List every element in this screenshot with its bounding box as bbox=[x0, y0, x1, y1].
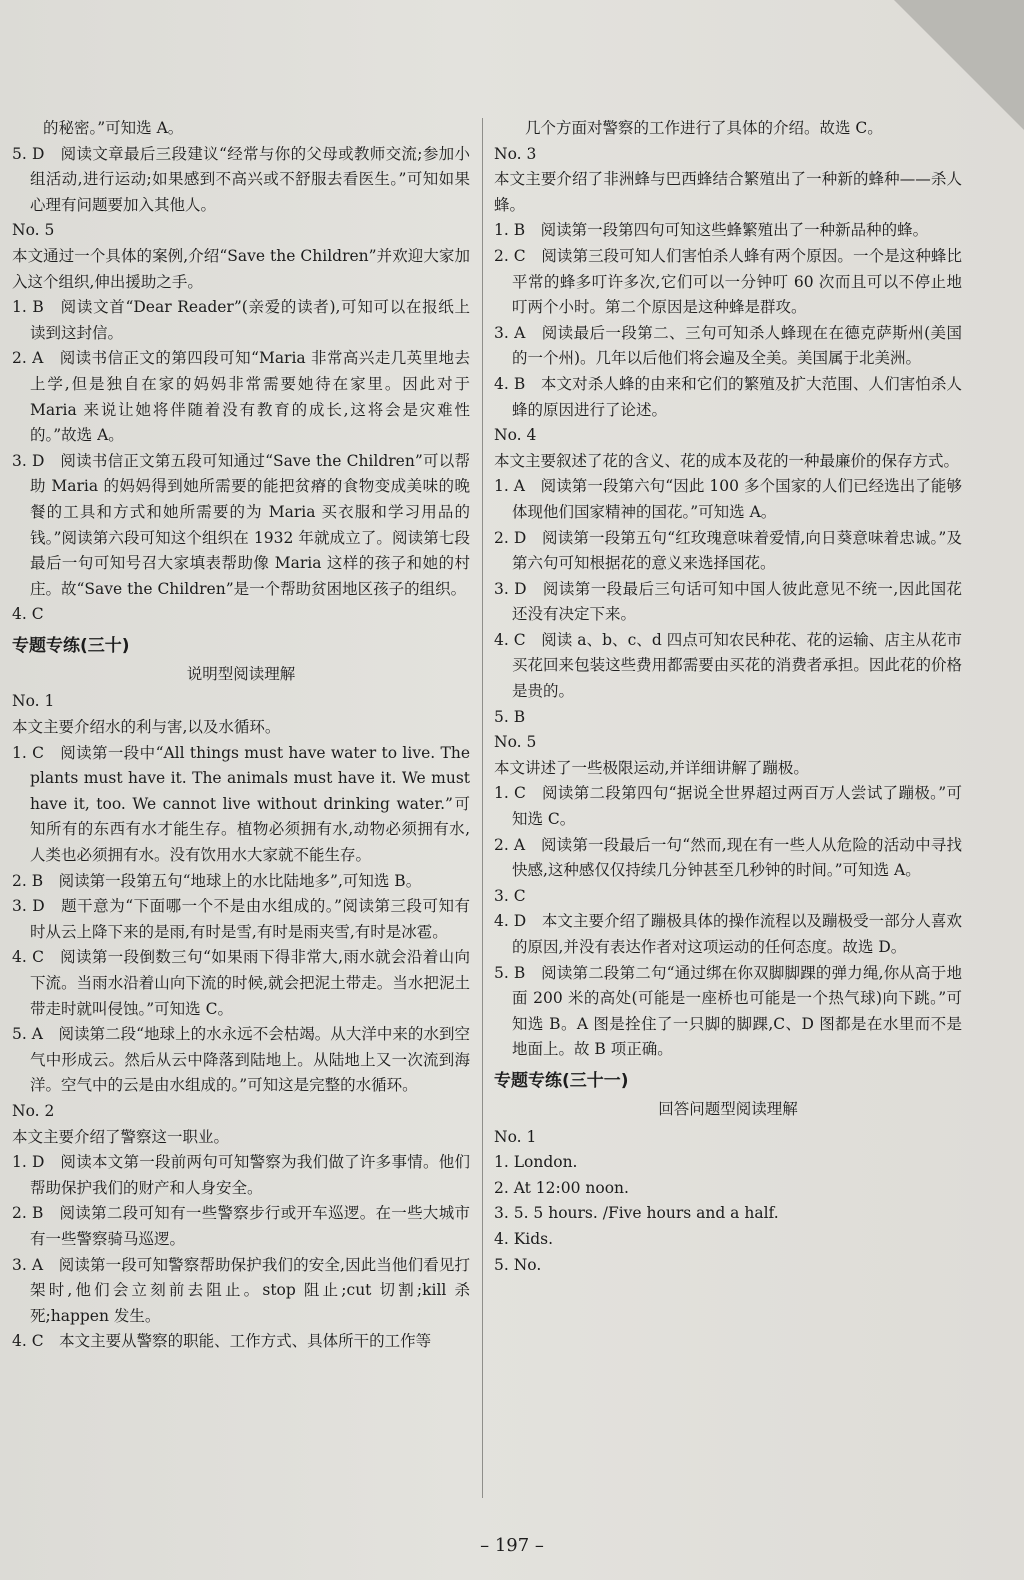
section-subtitle: 说明型阅读理解 bbox=[186, 664, 296, 683]
answer-item: 3. A 阅读第一段可知警察帮助保护我们的安全,因此当他们看见打架时,他们会立刻前去阻止。stop 阻止;cut 切割;kill 杀死;happen 发生。 bbox=[12, 1255, 470, 1325]
paragraph: 本文主要介绍了警察这一职业。 bbox=[12, 1127, 230, 1146]
answer-item: 3. 5. 5 hours. /Five hours and a half. bbox=[494, 1204, 779, 1223]
answer-item: 2. At 12:00 noon. bbox=[494, 1178, 629, 1197]
passage-number: No. 2 bbox=[12, 1101, 55, 1120]
answer-item: 2. A 阅读第一段最后一句“然而,现在有一些人从危险的活动中寻找快感,这种感仅仅持续几分钟甚至几秒钟的时间。”可知选 A。 bbox=[494, 835, 962, 880]
paragraph: 的秘密。”可知选 A。 bbox=[43, 119, 184, 137]
right-column bbox=[494, 116, 962, 1278]
answer-item: 3. A 阅读最后一段第二、三句可知杀人蜂现在在德克萨斯州(美国的一个州)。几年以后他们将会遍及全美。美国属于北美洲。 bbox=[494, 323, 962, 368]
answer-item: 3. C bbox=[494, 886, 526, 905]
answer-item: 5. No. bbox=[494, 1255, 542, 1274]
answer-item: 1. B 阅读文首“Dear Reader”(亲爱的读者),可知可以在报纸上读到这封信。 bbox=[12, 298, 470, 342]
answer-item: 4. B 本文对杀人蜂的由来和它们的繁殖及扩大范围、人们害怕杀人蜂的原因进行了论述。 bbox=[494, 374, 962, 419]
answer-item: 1. London. bbox=[494, 1153, 578, 1172]
column-divider bbox=[482, 118, 483, 1498]
answer-item: 3. D 题干意为“下面哪一个不是由水组成的。”阅读第三段可知有时从云上降下来的是雨,有时是雪,有时是雨夹雪,有时是冰雹。 bbox=[12, 897, 470, 941]
answer-item: 4. C 阅读 a、b、c、d 四点可知农民种花、花的运输、店主从花市买花回来包装这些费用都需要由买花的消费者承担。因此花的价格是贵的。 bbox=[494, 630, 962, 701]
answer-item: 3. D 阅读第一段最后三句话可知中国人彼此意见不统一,因此国花还没有决定下来。 bbox=[494, 579, 962, 624]
answer-item: 5. D 阅读文章最后三段建议“经常与你的父母或教师交流;参加小组活动,进行运动;如果感到不高兴或不舒服去看医生。”可知如果心理有问题要加入其他人。 bbox=[12, 144, 470, 214]
answer-item: 2. C 阅读第三段可知人们害怕杀人蜂有两个原因。一个是这种蜂比平常的蜂多叮许多次,它们可以一分钟叮 60 次而且可以不停止地叮两个小时。第二个原因是这种蜂是群攻。 bbox=[494, 246, 962, 317]
answer-item: 4. Kids. bbox=[494, 1229, 554, 1248]
page-number: – 197 – bbox=[480, 1535, 544, 1556]
section-heading: 专题专练(三十) bbox=[12, 635, 130, 656]
paragraph: 本文通过一个具体的案例,介绍“Save the Children”并欢迎大家加入这个组织,伸出援助之手。 bbox=[12, 246, 470, 291]
answer-item: 4. C 阅读第一段倒数三句“如果雨下得非常大,雨水就会沿着山向下流。当雨水沿着山向下流的时候,就会把泥土带走。当水把泥土带走时就叫侵蚀。”可知选 C。 bbox=[12, 948, 470, 1018]
folded-corner bbox=[894, 0, 1024, 130]
answer-item: 3. D 阅读书信正文第五段可知通过“Save the Children”可以帮助 Maria 的妈妈得到她所需要的能把贫瘠的食物变成美味的晚餐的工具和方式和她所需要的为 Maria 买衣服和学习用品的钱。”阅读第六段可知这个组织在 1932 年就成立了。阅读第七段最后一句可知号召大家填表帮助像 Maria 这样的孩子和她的村庄。故“Save the Children”是一个帮助贫困地区孩子的组织。 bbox=[12, 451, 470, 598]
paragraph: 几个方面对警察的工作进行了具体的介绍。故选 C。 bbox=[525, 119, 883, 137]
answer-item: 1. C 阅读第一段中“All things must have water to live. The plants must have it. The animals must have it. We must have it, too. We cannot live without drinking water.”可知所有的东西有水才能生存。植物必须拥有水,动物必须拥有水,人类也必须拥有水。没有饮用水大家就不能生存。 bbox=[12, 743, 470, 865]
passage-number: No. 4 bbox=[494, 426, 537, 445]
paragraph: 本文主要介绍水的利与害,以及水循环。 bbox=[12, 718, 281, 737]
section-subtitle: 回答问题型阅读理解 bbox=[658, 1099, 798, 1118]
answer-item: 1. C 阅读第二段第四句“据说全世界超过两百万人尝试了蹦极。”可知选 C。 bbox=[494, 784, 962, 829]
answer-item: 1. D 阅读本文第一段前两句可知警察为我们做了许多事情。他们帮助保护我们的财产和人身安全。 bbox=[12, 1153, 470, 1197]
answer-item: 4. C bbox=[12, 605, 44, 624]
answer-item: 4. D 本文主要介绍了蹦极具体的操作流程以及蹦极受一部分人喜欢的原因,并没有表达作者对这项运动的任何态度。故选 D。 bbox=[494, 912, 962, 956]
passage-number: No. 5 bbox=[494, 733, 537, 752]
answer-item: 1. A 阅读第一段第六句“因此 100 多个国家的人们已经选出了能够体现他们国家精神的国花。”可知选 A。 bbox=[494, 477, 962, 521]
answer-item: 1. B 阅读第一段第四句可知这些蜂繁殖出了一种新品种的蜂。 bbox=[494, 221, 929, 240]
answer-item: 2. D 阅读第一段第五句“红玫瑰意味着爱情,向日葵意味着忠诚。”及第六句可知根据花的意义来选择国花。 bbox=[494, 528, 962, 573]
passage-number: No. 1 bbox=[494, 1127, 537, 1146]
answer-item: 5. A 阅读第二段“地球上的水永远不会枯竭。从大洋中来的水到空气中形成云。然后从云中降落到陆地上。从陆地上又一次流到海洋。空气中的云是由水组成的。”可知这是完整的水循环。 bbox=[12, 1025, 470, 1095]
answer-item: 5. B 阅读第二段第二句“通过绑在你双脚脚踝的弹力绳,你从高于地面 200 米的高处(可能是一座桥也可能是一个热气球)向下跳。”可知选 B。A 图是拴住了一只脚的脚踝,C、D 图都是在水里而不是地面上。故 B 项正确。 bbox=[494, 963, 962, 1059]
passage-number: No. 1 bbox=[12, 692, 55, 711]
answer-item: 4. C 本文主要从警察的职能、工作方式、具体所干的工作等 bbox=[12, 1332, 432, 1351]
answer-item: 2. B 阅读第一段第五句“地球上的水比陆地多”,可知选 B。 bbox=[12, 871, 422, 890]
answer-item: 2. A 阅读书信正文的第四段可知“Maria 非常高兴走几英里地去上学,但是独自在家的妈妈非常需要她待在家里。因此对于 Maria 来说让她将伴随着没有教育的成长,这将会是灾难性的。”故选 A。 bbox=[12, 349, 470, 445]
passage-number: No. 5 bbox=[12, 221, 55, 240]
passage-number: No. 3 bbox=[494, 144, 537, 163]
paragraph: 本文主要叙述了花的含义、花的成本及花的一种最廉价的保存方式。 bbox=[494, 451, 960, 470]
answer-item: 2. B 阅读第二段可知有一些警察步行或开车巡逻。在一些大城市有一些警察骑马巡逻。 bbox=[12, 1204, 470, 1248]
answer-item: 5. B bbox=[494, 707, 526, 726]
left-column bbox=[12, 116, 470, 1355]
section-heading: 专题专练(三十一) bbox=[494, 1070, 629, 1091]
paragraph: 本文主要介绍了非洲蜂与巴西蜂结合繁殖出了一种新的蜂种——杀人蜂。 bbox=[494, 170, 962, 214]
paragraph: 本文讲述了一些极限运动,并详细讲解了蹦极。 bbox=[494, 758, 809, 777]
